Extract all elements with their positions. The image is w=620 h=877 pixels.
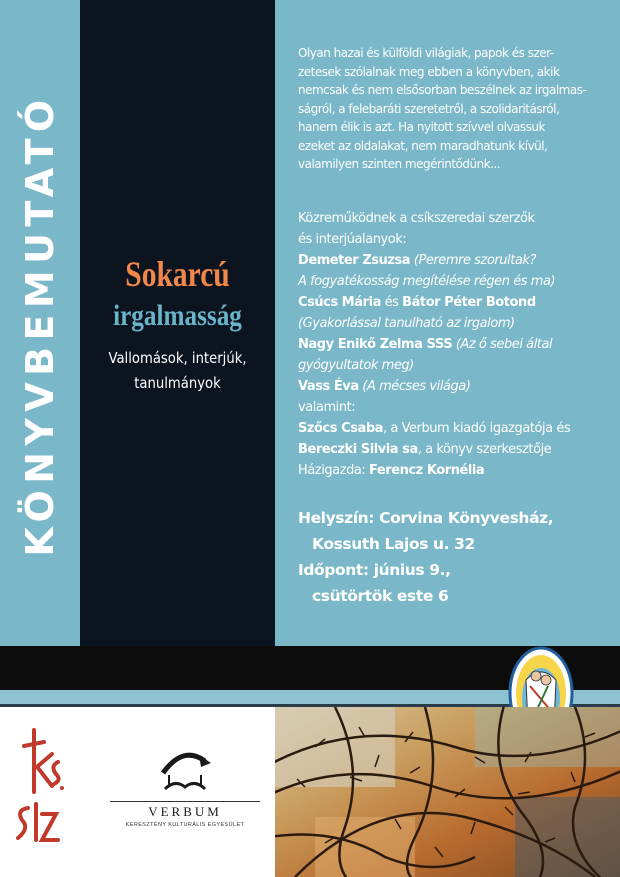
intro-line: ságról, a felebaráti szeretetről, a szolidaritásról, xyxy=(298,101,560,116)
ks-sz-monogram xyxy=(8,722,68,852)
contributor-row: Bereczki Silvia sa, a könyv szerkesztője xyxy=(298,442,552,457)
book-title-main: Sokarcú xyxy=(125,254,230,294)
host-row: Házigazda: Ferencz Kornélia xyxy=(298,463,485,478)
intro-line: hanem élik is azt. Ha nyitott szívvel olvassuk xyxy=(298,120,545,134)
intro-line: ezeket az oldalakat, nem maradhatunk kívül, xyxy=(298,138,548,153)
event-info xyxy=(298,505,610,609)
contributor-row xyxy=(298,376,610,397)
contributor-work-cont: gyógyultatok meg) xyxy=(298,358,414,373)
verbum-tagline: KERESZTÉNY KULTURÁLIS EGYESÜLET xyxy=(125,822,245,828)
intro-line: zetesek szólalnak meg ebben a könyvben, akik xyxy=(298,64,560,79)
intro-line: nemcsak és nem elsősorban beszélnek az irgalmas- xyxy=(298,83,587,97)
contributor-name: Bátor Péter Botond xyxy=(402,295,536,310)
contributor-work: (Az ő sebei által xyxy=(455,337,553,352)
contributor-row xyxy=(298,250,610,271)
contributor-row: Szőcs Csaba, a Verbum kiadó igazgatója és xyxy=(298,421,571,436)
contributor-name: Csúcs Mária xyxy=(298,295,381,310)
book-subtitle-line1: Vallomások, interjúk, xyxy=(108,349,247,367)
crown-of-thorns-image xyxy=(275,707,620,877)
contributor-name: Demeter Zsuzsa xyxy=(298,253,411,268)
contributors-intro-2: és interjúalanyok: xyxy=(298,232,407,247)
contributor-name: Szőcs Csaba xyxy=(298,421,384,436)
verbum-logo xyxy=(110,745,260,828)
book-title-block xyxy=(80,252,275,396)
contributor-name: Nagy Enikő Zelma SSS xyxy=(298,337,453,352)
time-detail: csütörtök este 6 xyxy=(312,587,449,605)
contributors-intro-1: Közreműködnek a csíkszeredai szerzők xyxy=(298,211,535,226)
host-name: Ferencz Kornélia xyxy=(369,463,485,478)
location-line: Helyszín: Corvina Könyvesház, xyxy=(298,509,554,527)
book-title-second: irgalmasság xyxy=(113,299,242,332)
time-line: Időpont: június 9., xyxy=(298,561,451,579)
contributor-work: (Peremre szorultak? xyxy=(413,253,536,268)
book-arch-icon xyxy=(155,745,215,795)
valamint-label: valamint: xyxy=(298,400,356,415)
contributors-block xyxy=(298,208,610,481)
verbum-name: VERBUM xyxy=(110,801,260,820)
vertical-title: KÖNYVBEMUTATÓ xyxy=(18,93,62,557)
contributor-row: Csúcs Mária és Bátor Péter Botond xyxy=(298,295,536,310)
intro-line: Olyan hazai és külföldi világiak, papok és szer- xyxy=(298,46,554,60)
book-subtitle-line2: tanulmányok xyxy=(134,374,221,392)
intro-paragraph xyxy=(298,44,598,174)
location-address: Kossuth Lajos u. 32 xyxy=(312,535,475,553)
contributor-work: (A mécses világa) xyxy=(362,379,471,394)
contributor-name: Vass Éva xyxy=(298,379,359,394)
thorns-artwork xyxy=(275,707,620,877)
contributor-work-cont: (Gyakorlással tanulható az irgalom) xyxy=(298,316,515,331)
contributor-work-cont: A fogyatékosság megítélése régen és ma) xyxy=(298,274,556,289)
contributor-name: Bereczki Silvia sa xyxy=(298,442,418,457)
contributor-row xyxy=(298,334,610,355)
book-subtitle xyxy=(92,346,264,396)
intro-line: valamilyen szinten megérintődünk... xyxy=(298,157,501,171)
